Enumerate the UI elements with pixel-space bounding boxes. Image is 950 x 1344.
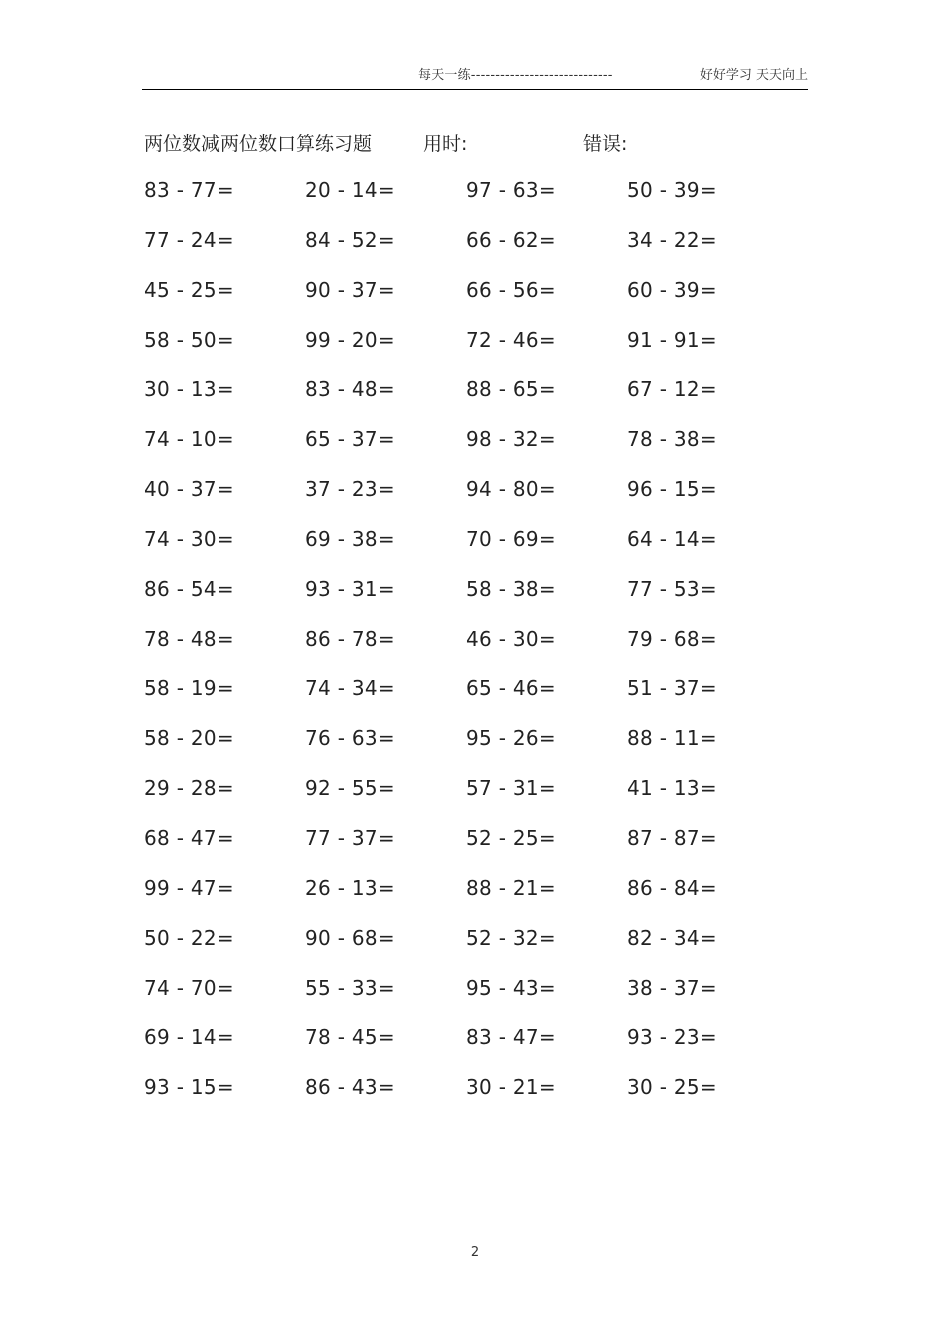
problem-item: 77 - 24=	[144, 227, 234, 252]
problem-item: 68 - 47=	[144, 825, 234, 850]
problem-row	[144, 427, 790, 477]
problem-item: 41 - 13=	[627, 776, 717, 801]
header-right-text: 好好学习 天天向上	[699, 68, 808, 83]
problem-item: 69 - 14=	[144, 1025, 234, 1050]
problem-item: 20 - 14=	[305, 178, 395, 202]
problem-item: 83 - 77=	[144, 178, 234, 202]
problem-row	[144, 776, 790, 826]
problem-row	[144, 328, 790, 378]
problem-item: 69 - 38=	[305, 526, 395, 551]
problem-row	[144, 726, 790, 776]
problem-item: 65 - 46=	[466, 676, 556, 701]
problem-item: 51 - 37=	[627, 676, 717, 701]
problem-item: 90 - 68=	[305, 925, 395, 950]
problem-item: 86 - 78=	[305, 626, 395, 651]
problem-row	[144, 976, 790, 1026]
problem-item: 90 - 37=	[305, 277, 395, 302]
problem-item: 34 - 22=	[627, 227, 717, 252]
problem-item: 66 - 62=	[466, 227, 556, 252]
problem-item: 52 - 32=	[466, 925, 556, 950]
problem-item: 74 - 10=	[144, 427, 234, 452]
problem-item: 92 - 55=	[305, 776, 395, 801]
problem-item: 93 - 15=	[144, 1075, 234, 1100]
problem-item: 66 - 56=	[466, 277, 556, 302]
problem-row	[144, 826, 790, 876]
problem-item: 58 - 38=	[466, 576, 556, 601]
problem-item: 45 - 25=	[144, 277, 234, 302]
worksheet-title: 两位数减两位数口算练习题	[144, 133, 373, 155]
problem-row	[144, 527, 790, 577]
time-label: 用时:	[423, 133, 468, 155]
problem-row	[144, 876, 790, 926]
problem-item: 83 - 48=	[305, 377, 395, 402]
problem-item: 78 - 45=	[305, 1025, 395, 1050]
problem-item: 82 - 34=	[627, 925, 717, 950]
problem-item: 88 - 11=	[627, 726, 717, 751]
problem-item: 74 - 34=	[305, 676, 395, 701]
problem-item: 93 - 23=	[627, 1025, 717, 1050]
problem-item: 88 - 21=	[466, 875, 556, 900]
problem-item: 57 - 31=	[466, 776, 556, 801]
problem-item: 30 - 21=	[466, 1075, 556, 1100]
problem-item: 99 - 20=	[305, 327, 395, 352]
problem-item: 95 - 26=	[466, 726, 556, 751]
problem-row	[144, 926, 790, 976]
problem-row	[144, 1075, 790, 1125]
problem-item: 46 - 30=	[466, 626, 556, 651]
worksheet-title-row	[144, 129, 804, 157]
problem-item: 78 - 48=	[144, 626, 234, 651]
problem-item: 78 - 38=	[627, 427, 717, 452]
problem-item: 37 - 23=	[305, 477, 395, 502]
problem-item: 86 - 54=	[144, 576, 234, 601]
problem-item: 83 - 47=	[466, 1025, 556, 1050]
problem-item: 86 - 84=	[627, 875, 717, 900]
problem-item: 26 - 13=	[305, 875, 395, 900]
problem-row	[144, 1025, 790, 1075]
errors-label: 错误:	[583, 133, 628, 155]
problem-item: 64 - 14=	[627, 526, 717, 551]
problem-item: 99 - 47=	[144, 875, 234, 900]
problem-row	[144, 577, 790, 627]
problem-item: 76 - 63=	[305, 726, 395, 751]
problem-item: 65 - 37=	[305, 427, 395, 452]
problem-item: 98 - 32=	[466, 427, 556, 452]
problem-item: 58 - 20=	[144, 726, 234, 751]
problem-row	[144, 377, 790, 427]
problem-item: 77 - 37=	[305, 825, 395, 850]
page-number: 2	[470, 1245, 480, 1260]
problem-item: 58 - 50=	[144, 327, 234, 352]
problem-item: 30 - 13=	[144, 377, 234, 402]
problem-item: 91 - 91=	[627, 327, 717, 352]
problem-item: 60 - 39=	[627, 277, 717, 302]
problem-item: 88 - 65=	[466, 377, 556, 402]
problem-row	[144, 477, 790, 527]
problem-item: 93 - 31=	[305, 576, 395, 601]
problem-item: 77 - 53=	[627, 576, 717, 601]
problem-item: 74 - 30=	[144, 526, 234, 551]
problem-item: 96 - 15=	[627, 477, 717, 502]
problem-item: 97 - 63=	[466, 178, 556, 202]
problem-item: 50 - 39=	[627, 178, 717, 202]
problem-item: 86 - 43=	[305, 1075, 395, 1100]
problem-item: 52 - 25=	[466, 825, 556, 850]
problem-row	[144, 228, 790, 278]
page-header	[142, 64, 808, 88]
problem-row	[144, 178, 790, 228]
problem-item: 50 - 22=	[144, 925, 234, 950]
problem-item: 84 - 52=	[305, 227, 395, 252]
problem-row	[144, 676, 790, 726]
problem-item: 79 - 68=	[627, 626, 717, 651]
problem-row	[144, 278, 790, 328]
problem-item: 72 - 46=	[466, 327, 556, 352]
problem-item: 70 - 69=	[466, 526, 556, 551]
problem-item: 95 - 43=	[466, 975, 556, 1000]
problem-item: 87 - 87=	[627, 825, 717, 850]
header-left-text: 每天一练-----------------------------	[418, 68, 613, 83]
problem-item: 74 - 70=	[144, 975, 234, 1000]
problem-item: 58 - 19=	[144, 676, 234, 701]
problem-item: 38 - 37=	[627, 975, 717, 1000]
header-divider	[142, 89, 808, 90]
problem-row	[144, 627, 790, 677]
problem-grid	[144, 178, 790, 1125]
problem-item: 55 - 33=	[305, 975, 395, 1000]
problem-item: 30 - 25=	[627, 1075, 717, 1100]
problem-item: 67 - 12=	[627, 377, 717, 402]
problem-item: 94 - 80=	[466, 477, 556, 502]
problem-item: 29 - 28=	[144, 776, 234, 801]
problem-item: 40 - 37=	[144, 477, 234, 502]
